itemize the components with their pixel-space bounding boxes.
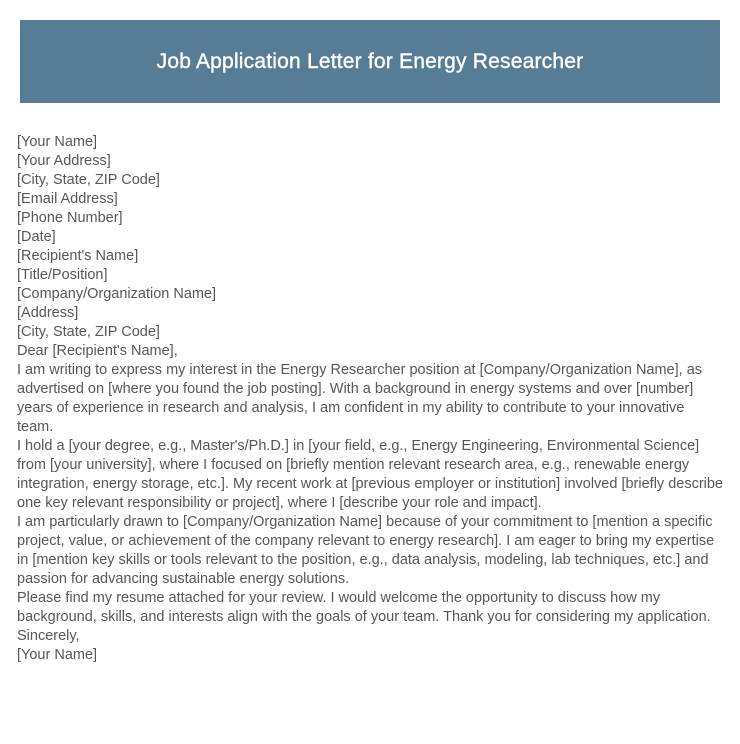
signature: [Your Name]	[17, 647, 98, 663]
page-title: Job Application Letter for Energy Researcher	[156, 49, 584, 73]
paragraphs-block	[17, 361, 723, 627]
address-line: [City, State, ZIP Code]	[17, 324, 160, 340]
closing: Sincerely,	[17, 628, 80, 644]
address-line: [Phone Number]	[17, 210, 123, 226]
address-line: [Email Address]	[17, 191, 118, 207]
address-line: [Title/Position]	[17, 267, 108, 283]
salutation: Dear [Recipient's Name],	[17, 343, 178, 359]
letter-paragraph: I hold a [your degree, e.g., Master's/Ph.D.] in [your field, e.g., Energy Engineering, Environmental Science] from [your university], where I focused on [briefly mention relevant research area, e.g., renewable energy integration, energy storage, etc.]. My recent work at [previous employer or institution] involved [briefly describe one key relevant responsibility or project], where I [describe your role and impact].	[17, 438, 723, 511]
address-line: [Address]	[17, 305, 79, 321]
address-line: [City, State, ZIP Code]	[17, 172, 160, 188]
address-block	[17, 133, 723, 342]
letter-paragraph: Please find my resume attached for your review. I would welcome the opportunity to discuss how my background, skills, and interests align with the goals of your team. Thank you for considering my application.	[17, 590, 711, 625]
address-line: [Your Name]	[17, 134, 98, 150]
title-banner	[20, 20, 720, 103]
letter-body	[0, 133, 740, 665]
address-line: [Recipient's Name]	[17, 248, 139, 264]
address-line: [Your Address]	[17, 153, 111, 169]
address-line: [Company/Organization Name]	[17, 286, 217, 302]
letter-paragraph: I am writing to express my interest in the Energy Researcher position at [Company/Organization Name], as advertised on [where you found the job posting]. With a background in energy systems and over [number] years of experience in research and analysis, I am confident in my ability to contribute to your innovative team.	[17, 362, 703, 435]
letter-paragraph: I am particularly drawn to [Company/Organization Name] because of your commitment to [mention a specific project, value, or achievement of the company relevant to energy research]. I am eager to bring my expertise in [mention key skills or tools relevant to the position, e.g., data analysis, modeling, lab techniques, etc.] and passion for advancing sustainable energy solutions.	[17, 514, 715, 587]
address-line: [Date]	[17, 229, 56, 245]
